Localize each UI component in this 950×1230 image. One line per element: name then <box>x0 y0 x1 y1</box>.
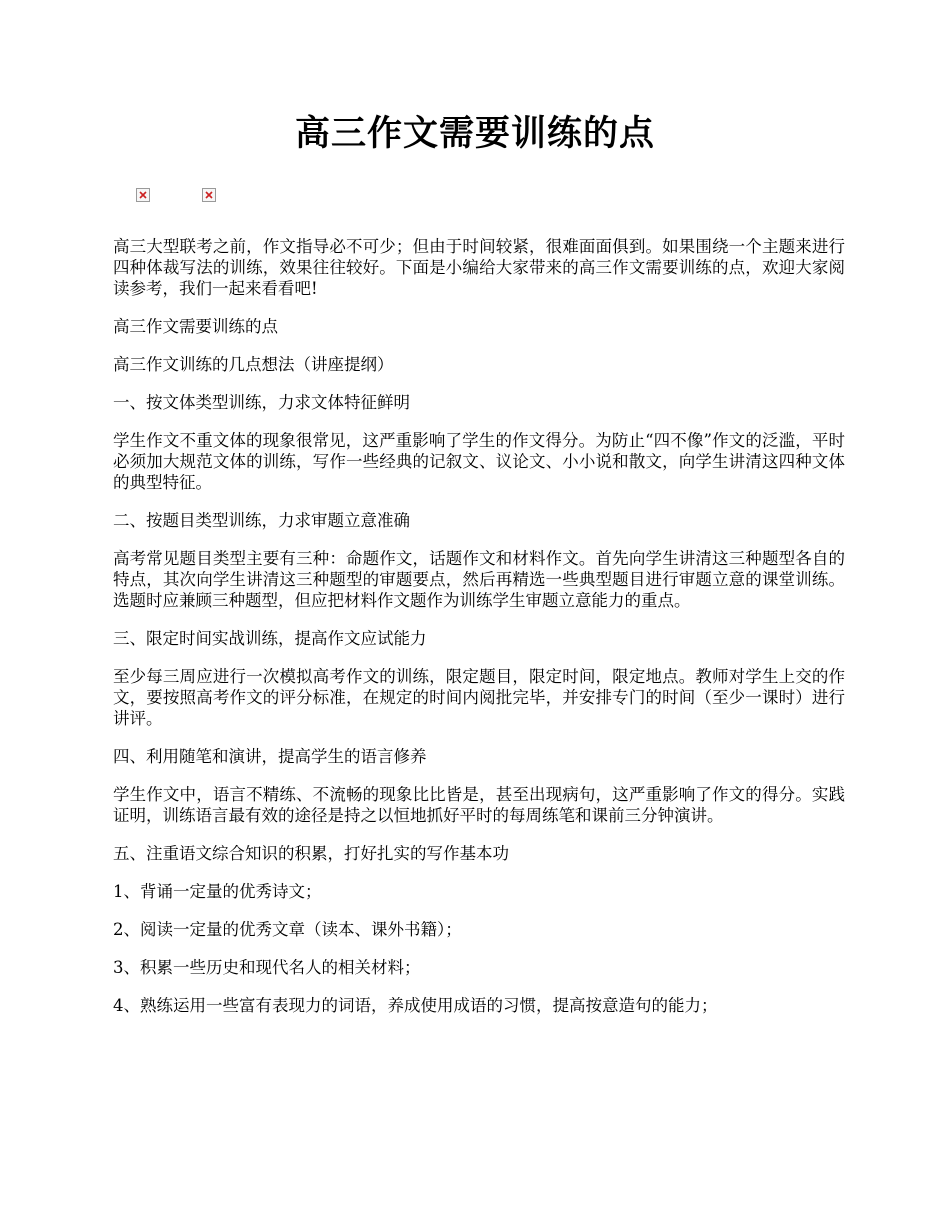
section-body-2: 高考常见题目类型主要有三种：命题作文，话题作文和材料作文。首先向学生讲清这三种题型各自的特点，其次向学生讲清这三种题型的审题要点，然后再精选一些典型题目进行审题立意的课堂训练。选题时应兼顾三种题型，但应把材料作文题作为训练学生审题立意能力的重点。 <box>113 549 845 610</box>
subtitle-paragraph: 高三作文需要训练的点 <box>113 317 278 336</box>
section-heading-3: 三、限定时间实战训练，提高作文应试能力 <box>113 629 427 648</box>
section-heading-4: 四、利用随笔和演讲，提高学生的语言修养 <box>113 747 427 766</box>
list-item: 1、背诵一定量的优秀诗文； <box>113 882 322 901</box>
list-item: 2、阅读一定量的优秀文章（读本、课外书籍）； <box>113 920 462 939</box>
broken-image-icon <box>202 188 216 202</box>
section-body-3: 至少每三周应进行一次模拟高考作文的训练，限定题目，限定时间，限定地点。教师对学生上交的作文，要按照高考作文的评分标准，在规定的时间内阅批完毕，并安排专门的时间（至少一课时）进行讲评。 <box>113 667 845 728</box>
document-body <box>113 236 845 1033</box>
broken-image-icon <box>136 188 150 202</box>
section-heading-2: 二、按题目类型训练，力求审题立意准确 <box>113 511 410 530</box>
section-heading-5: 五、注重语文综合知识的积累，打好扎实的写作基本功 <box>113 844 509 863</box>
section-body-4: 学生作文中，语言不精练、不流畅的现象比比皆是，甚至出现病句，这严重影响了作文的得分。实践证明，训练语言最有效的途径是持之以恒地抓好平时的每周练笔和课前三分钟演讲。 <box>113 785 845 825</box>
list-item: 4、熟练运用一些富有表现力的词语，养成使用成语的习惯，提高按意造句的能力； <box>113 996 718 1015</box>
lecture-outline-heading: 高三作文训练的几点想法（讲座提纲） <box>113 355 394 374</box>
list-item: 3、积累一些历史和现代名人的相关材料； <box>113 958 421 977</box>
section-heading-1: 一、按文体类型训练，力求文体特征鲜明 <box>113 393 410 412</box>
document-title: 高三作文需要训练的点 <box>294 113 655 154</box>
section-body-1: 学生作文不重文体的现象很常见，这严重影响了学生的作文得分。为防止“四不像”作文的泛滥，平时必须加大规范文体的训练，写作一些经典的记叙文、议论文、小小说和散文，向学生讲清这四种文体的典型特征。 <box>113 431 845 492</box>
intro-paragraph: 高三大型联考之前，作文指导必不可少；但由于时间较紧，很难面面俱到。如果围绕一个主题来进行四种体裁写法的训练，效果往往较好。下面是小编给大家带来的高三作文需要训练的点，欢迎大家阅读参考，我们一起来看看吧! <box>113 237 845 298</box>
